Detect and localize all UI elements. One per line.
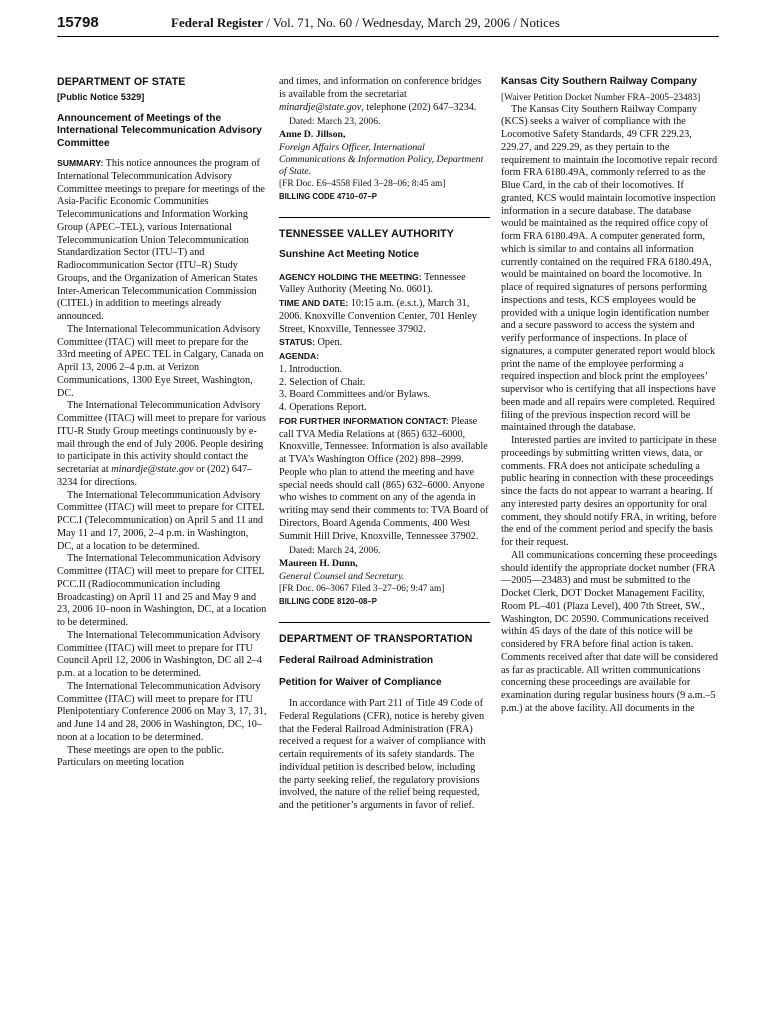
status-text: Open.	[314, 337, 343, 349]
paragraph-text: and times, and information on conference bridges is available from the secretariat	[279, 76, 482, 100]
paragraph: The International Telecommunication Advisory Committee (ITAC) will meet to prepare for ITU Council April 12, 2006 in Washington, DC all 2–4 p.m. at a location to be determined.	[57, 629, 263, 679]
paragraph: The International Telecommunication Advisory Committee (ITAC) will meet to prepare for CITEL PCC.I (Telecommunication) on April 5 and 11 and May 11 and 17, 2006, 2–4 p.m. in Washington, DC, at a location to be determined.	[57, 489, 265, 552]
email-link[interactable]: minardje@state.gov	[279, 101, 362, 113]
paragraph	[279, 76, 490, 114]
fr-doc-line: [FR Doc. E6–4558 Filed 3–28–06; 8:45 am]	[279, 178, 446, 189]
fr-doc-line: [FR Doc. 06–3067 Filed 3–27–06; 9:47 am]	[279, 583, 445, 594]
paragraph: Interested parties are invited to participate in these proceedings by submitting written views, data, or comments. FRA does not anticipate scheduling a public hearing in connection with these proceedings since the facts do not appear to warrant a hearing. If any interested party desires an opportunity for oral comment, they should notify FRA, in writing, before the end of the comment period and specify the basis for their request.	[501, 435, 717, 548]
contact-text: Please call TVA Media Relations at (865) 632–6000, Knoxville, Tennessee. Information is also available at TVA’s Washington Office (202) 898–2999. People who plan to attend the meeting and have special needs should call (865) 632–6000. Anyone who wishes to comment on any of the agenda in writing may send their comments to: TVA Board of Directors, Board Agenda Comments, 400 West Summit Hill Drive, Knoxville, Tennessee 37902.	[279, 415, 489, 542]
petitioner-heading: Kansas City Southern Railway Company	[501, 76, 697, 87]
column-2	[279, 76, 490, 813]
signer-name: Anne D. Jillson,	[279, 129, 346, 140]
holding-label: AGENCY HOLDING THE MEETING:	[279, 271, 422, 282]
agenda-item: 2. Selection of Chair.	[279, 376, 366, 388]
agenda-item: 4. Operations Report.	[279, 402, 367, 413]
paragraph: These meetings are open to the public. Particulars on meeting location	[57, 744, 225, 769]
summary-text: This notice announces the program of International Telecommunication Advisory Committee meetings to prepare for meetings of the Asia-Pacific Economic Communities Telecommunications and Information Working Group (APEC–TEL), various International Telecommunication Union Telecommunication Standardization Sector (ITU–T) and Radiocommunication Sector (ITU–R) Study Groups, and the Organization of American States Inter-American Telecommunication Commission (CITEL) in addition to meetings already announced.	[57, 158, 265, 322]
paragraph: The International Telecommunication Advisory Committee (ITAC) will meet to prepare for ITU Plenipotentiary Conference 2006 on May 3, 17, 31, and June 14 and 28, 2006 in Washington, DC, 10–noon at a location to be determined.	[57, 680, 267, 743]
agency-heading: TENNESSEE VALLEY AUTHORITY	[279, 228, 454, 241]
contact-paragraph	[279, 415, 490, 544]
paragraph: In accordance with Part 211 of Title 49 Code of Federal Regulations (CFR), notice is hereby given that the Federal Railroad Administration (FRA) received a request for a waiver of compliance with certain requirements of its safety standards. The individual petition is described below, including the party seeking relief, the regulatory provisions involved, the nature of the relief being requested, and the petitioner’s arguments in favor of relief.	[279, 698, 486, 811]
agenda-heading	[279, 350, 490, 364]
notice-subject: Petition for Waiver of Compliance	[279, 676, 442, 688]
paragraph: The International Telecommunication Advisory Committee (ITAC) will meet to prepare for CITEL PCC.II (Radiocommunication including Broadcasting) on April 11 and 25 and May 9 and 23, 2006 10–noon in Washington, DC, at a location to be determined.	[57, 553, 267, 628]
time-text: 10:15 a.m. (e.s.t.), March 31, 2006. Knoxville Convention Center, 701 Henley Street, Knoxville, Tennessee 37902.	[279, 298, 477, 335]
docket-number: [Waiver Petition Docket Number FRA–2005–23483]	[501, 92, 701, 103]
issue-info: / Vol. 71, No. 60 / Wednesday, March 29, 2006 / Notices	[263, 15, 560, 30]
summary-label: SUMMARY:	[57, 158, 104, 168]
public-notice-number: [Public Notice 5329]	[57, 91, 145, 102]
page-number: 15798	[57, 14, 99, 31]
billing-code: BILLING CODE 8120–08–P	[279, 596, 377, 606]
sub-agency-heading: Federal Railroad Administration	[279, 655, 434, 666]
dated-line: Dated: March 23, 2006.	[289, 116, 381, 128]
agenda-item: 1. Introduction.	[279, 363, 343, 375]
status-paragraph	[279, 336, 490, 350]
section-divider	[279, 622, 490, 623]
page-header	[57, 14, 719, 37]
paragraph	[57, 400, 267, 489]
paragraph-text: , telephone (202) 647–3234.	[361, 101, 477, 113]
paragraph: All communications concerning these proceedings should identify the appropriate docket number (FRA—2005—23483) and must be submitted to the Docket Clerk, DOT Docket Management Facility, Room PL–401 (Plaza Level), 400 7th Street, SW., Washington, DC 20590. Communications received within 45 days of the date of this notice will be considered by FRA before final action is taken. Comments received after that date will be considered as far as practicable. All written communications concerning these proceedings are available for examination during regular business hours (9 a.m.–5 p.m.) at the above facility. All documents in the	[501, 549, 718, 714]
signer-title: General Counsel and Secretary.	[279, 570, 405, 582]
signer-name: Maureen H. Dunn,	[279, 558, 358, 569]
holding-text: Tennessee Valley Authority (Meeting No. 0601).	[279, 271, 466, 296]
agenda-item: 3. Board Committees and/or Bylaws.	[279, 389, 431, 401]
section-divider	[279, 217, 490, 218]
time-paragraph	[279, 297, 490, 336]
contact-label: FOR FURTHER INFORMATION CONTACT:	[279, 415, 449, 426]
dated-line: Dated: March 24, 2006.	[289, 545, 381, 557]
agency-heading: DEPARTMENT OF TRANSPORTATION	[279, 633, 473, 646]
holding-paragraph	[279, 271, 490, 298]
time-label: TIME AND DATE:	[279, 298, 349, 308]
paragraph: The International Telecommunication Advisory Committee (ITAC) will meet to prepare for the 33rd meeting of APEC TEL in Calgary, Canada on April 13, 2006 2–4 p.m. at Verizon Communications, 1300 Eye Street, Washington, DC.	[57, 323, 264, 399]
column-3	[501, 76, 719, 716]
status-label: STATUS:	[279, 337, 315, 348]
paragraph: The Kansas City Southern Railway Company (KCS) seeks a waiver of compliance with the Locomotive Safety Standards, 49 CFR 229.23, 229.27, and 229.29, as they pertain to the requirement to maintain the locomotive repair record form FRA 6180.49A, commonly referred to as the Blue Card, in the cab of their locomotives. If granted, KCS would maintain locomotive inspection information in a secure database. The database would be maintained as the required office copy of form FRA 6180.49A. A computer generated form, which is similar to and contains all information currently contained on the required FRA 6180.49A, would be maintained on board the locomotive. In place of required signatures of persons performing inspections and tests, KCS employees would be provided with a unique login identification number and a secure password to access the system and verify performance of inspections. In place of signatures, a computer generated report would block print the name of the employee performing a required inspection and block print the employees’ supervisor who is certifying that all inspections have been made and all repairs were completed. Required filing of the previous inspection record will be maintained through the database.	[501, 103, 718, 434]
billing-code: BILLING CODE 4710–07–P	[279, 191, 377, 201]
agenda-label: AGENDA:	[279, 351, 320, 361]
publication-name: Federal Register	[171, 15, 264, 30]
agency-heading: DEPARTMENT OF STATE	[57, 76, 186, 88]
paragraph-text: The International Telecommunication Advisory Committee (ITAC) will meet to prepare for various ITU-R Study Group meetings continuously by e-mail through the end of July 2006. People desiring to participate in this activity should contact the secretariat at	[57, 400, 266, 475]
email-link[interactable]: minardje@state.gov	[111, 464, 194, 475]
paragraph-text: or (202) 647–3234 for directions.	[57, 464, 253, 488]
signer-title: Foreign Affairs Officer, International Communications & Information Policy, Department of State.	[279, 141, 484, 177]
summary-paragraph	[57, 157, 267, 324]
column-1	[57, 76, 267, 770]
notice-subject: Announcement of Meetings of the International Telecommunication Advisory Committee	[57, 112, 262, 149]
header-citation	[171, 15, 560, 31]
notice-subject: Sunshine Act Meeting Notice	[279, 249, 419, 260]
